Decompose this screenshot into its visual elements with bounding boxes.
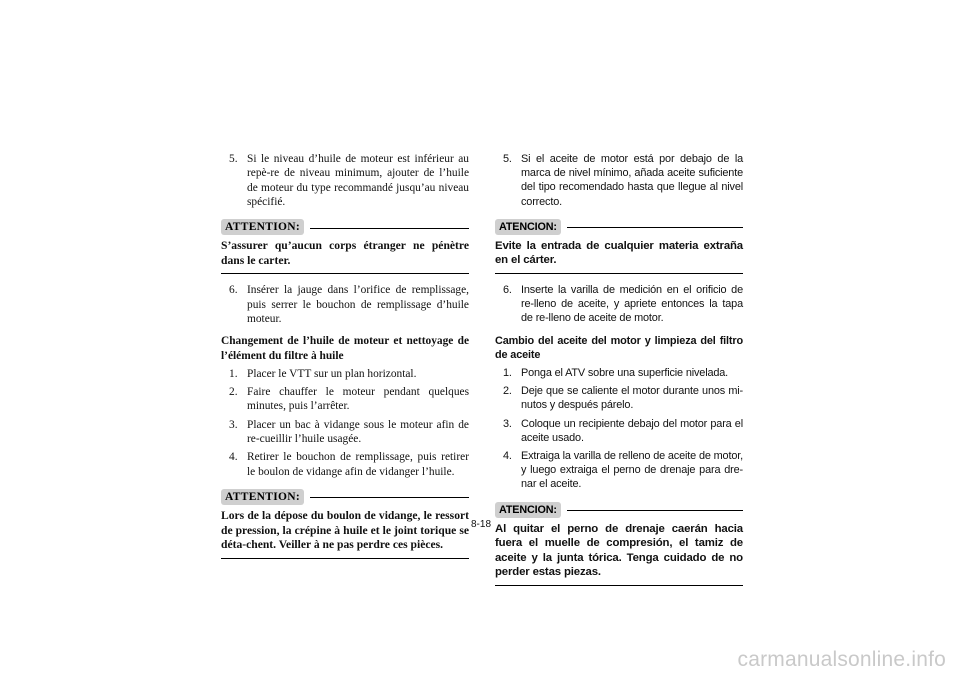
fr-caution-1-text: S’assurer qu’aucun corps étranger ne pénètre dans le carter. — [221, 239, 469, 274]
fr-section-heading: Changement de l’huile de moteur et nettoyage de l’élément du filtre à huile — [221, 335, 469, 362]
fr-caution-2-label: ATTENTION: — [221, 489, 304, 505]
es-section-heading: Cambio del aceite del motor y limpieza del filtro de aceite — [495, 334, 743, 361]
fr-caution-1-header — [221, 219, 469, 235]
fr-caution-1-rule — [310, 228, 469, 229]
es-caution-2-text: Al quitar el perno de drenaje caerán hacia fuera el muelle de compresión, el tamiz de aceite y la junta tórica. Tenga cuidado de no perder estas piezas. — [495, 522, 743, 586]
fr-step-1: 1. Placer le VTT sur un plan horizontal. — [229, 367, 417, 380]
es-step-2: 2. Deje que se caliente el motor durante unos mi-nutos y después párelo. — [503, 385, 743, 412]
fr-caution-2-text: Lors de la dépose du boulon de vidange, le ressort de pression, la crépine à huile et le joint torique se déta-chent. Veiller à ne pas perdre ces pièces. — [221, 509, 469, 559]
es-caution-1-text: Evite la entrada de cualquier materia extraña en el cárter. — [495, 239, 743, 274]
french-column — [221, 152, 469, 568]
fr-step-2: 2. Faire chauffer le moteur pendant quelques minutes, puis l’arrêter. — [229, 386, 469, 413]
watermark: carmanualsonline.info — [737, 648, 946, 671]
es-caution-1-rule — [567, 227, 743, 228]
es-caution-1-header — [495, 219, 743, 235]
es-caution-2-rule — [567, 510, 743, 511]
es-step-5: 5. Si el aceite de motor está por debajo de la marca de nivel mínimo, añada aceite suficiente del tipo recomendado hasta que llegue al nivel correcto. — [503, 153, 743, 208]
fr-caution-1-label: ATTENTION: — [221, 219, 304, 235]
fr-step-5: 5. Si le niveau d’huile de moteur est inférieur au repè-re de niveau minimum, ajouter de l’huile de moteur du type recommandé jusqu’au niveau spécifié. — [229, 153, 469, 208]
es-step-1: 1. Ponga el ATV sobre una superficie nivelada. — [503, 367, 729, 380]
fr-step-3: 3. Placer un bac à vidange sous le moteur afin de re-cueillir l’huile usagée. — [229, 418, 469, 446]
fr-step-4: 4. Retirer le bouchon de remplissage, puis retirer le boulon de vidange afin de vidanger l’huile. — [229, 451, 469, 478]
spanish-column — [495, 152, 743, 595]
es-step-4: 4. Extraiga la varilla de relleno de aceite de motor, y luego extraiga el perno de drenaje para dre-nar el aceite. — [503, 450, 743, 491]
es-caution-2-header — [495, 502, 743, 518]
es-step-6: 6. Inserte la varilla de medición en el orificio de re-lleno de aceite, y apriete entonces la tapa de re-lleno de aceite de motor. — [503, 284, 743, 325]
fr-caution-2-rule — [310, 497, 469, 498]
page-number: 8-18 — [471, 519, 492, 530]
es-caution-1-label: ATENCION: — [495, 219, 561, 235]
fr-step-6: 6. Insérer la jauge dans l’orifice de remplissage, puis serrer le bouchon de remplissage d’huile moteur. — [229, 284, 469, 325]
es-caution-2-label: ATENCION: — [495, 502, 561, 518]
fr-caution-2-header — [221, 489, 469, 505]
es-step-3: 3. Coloque un recipiente debajo del motor para el aceite usado. — [503, 417, 743, 444]
